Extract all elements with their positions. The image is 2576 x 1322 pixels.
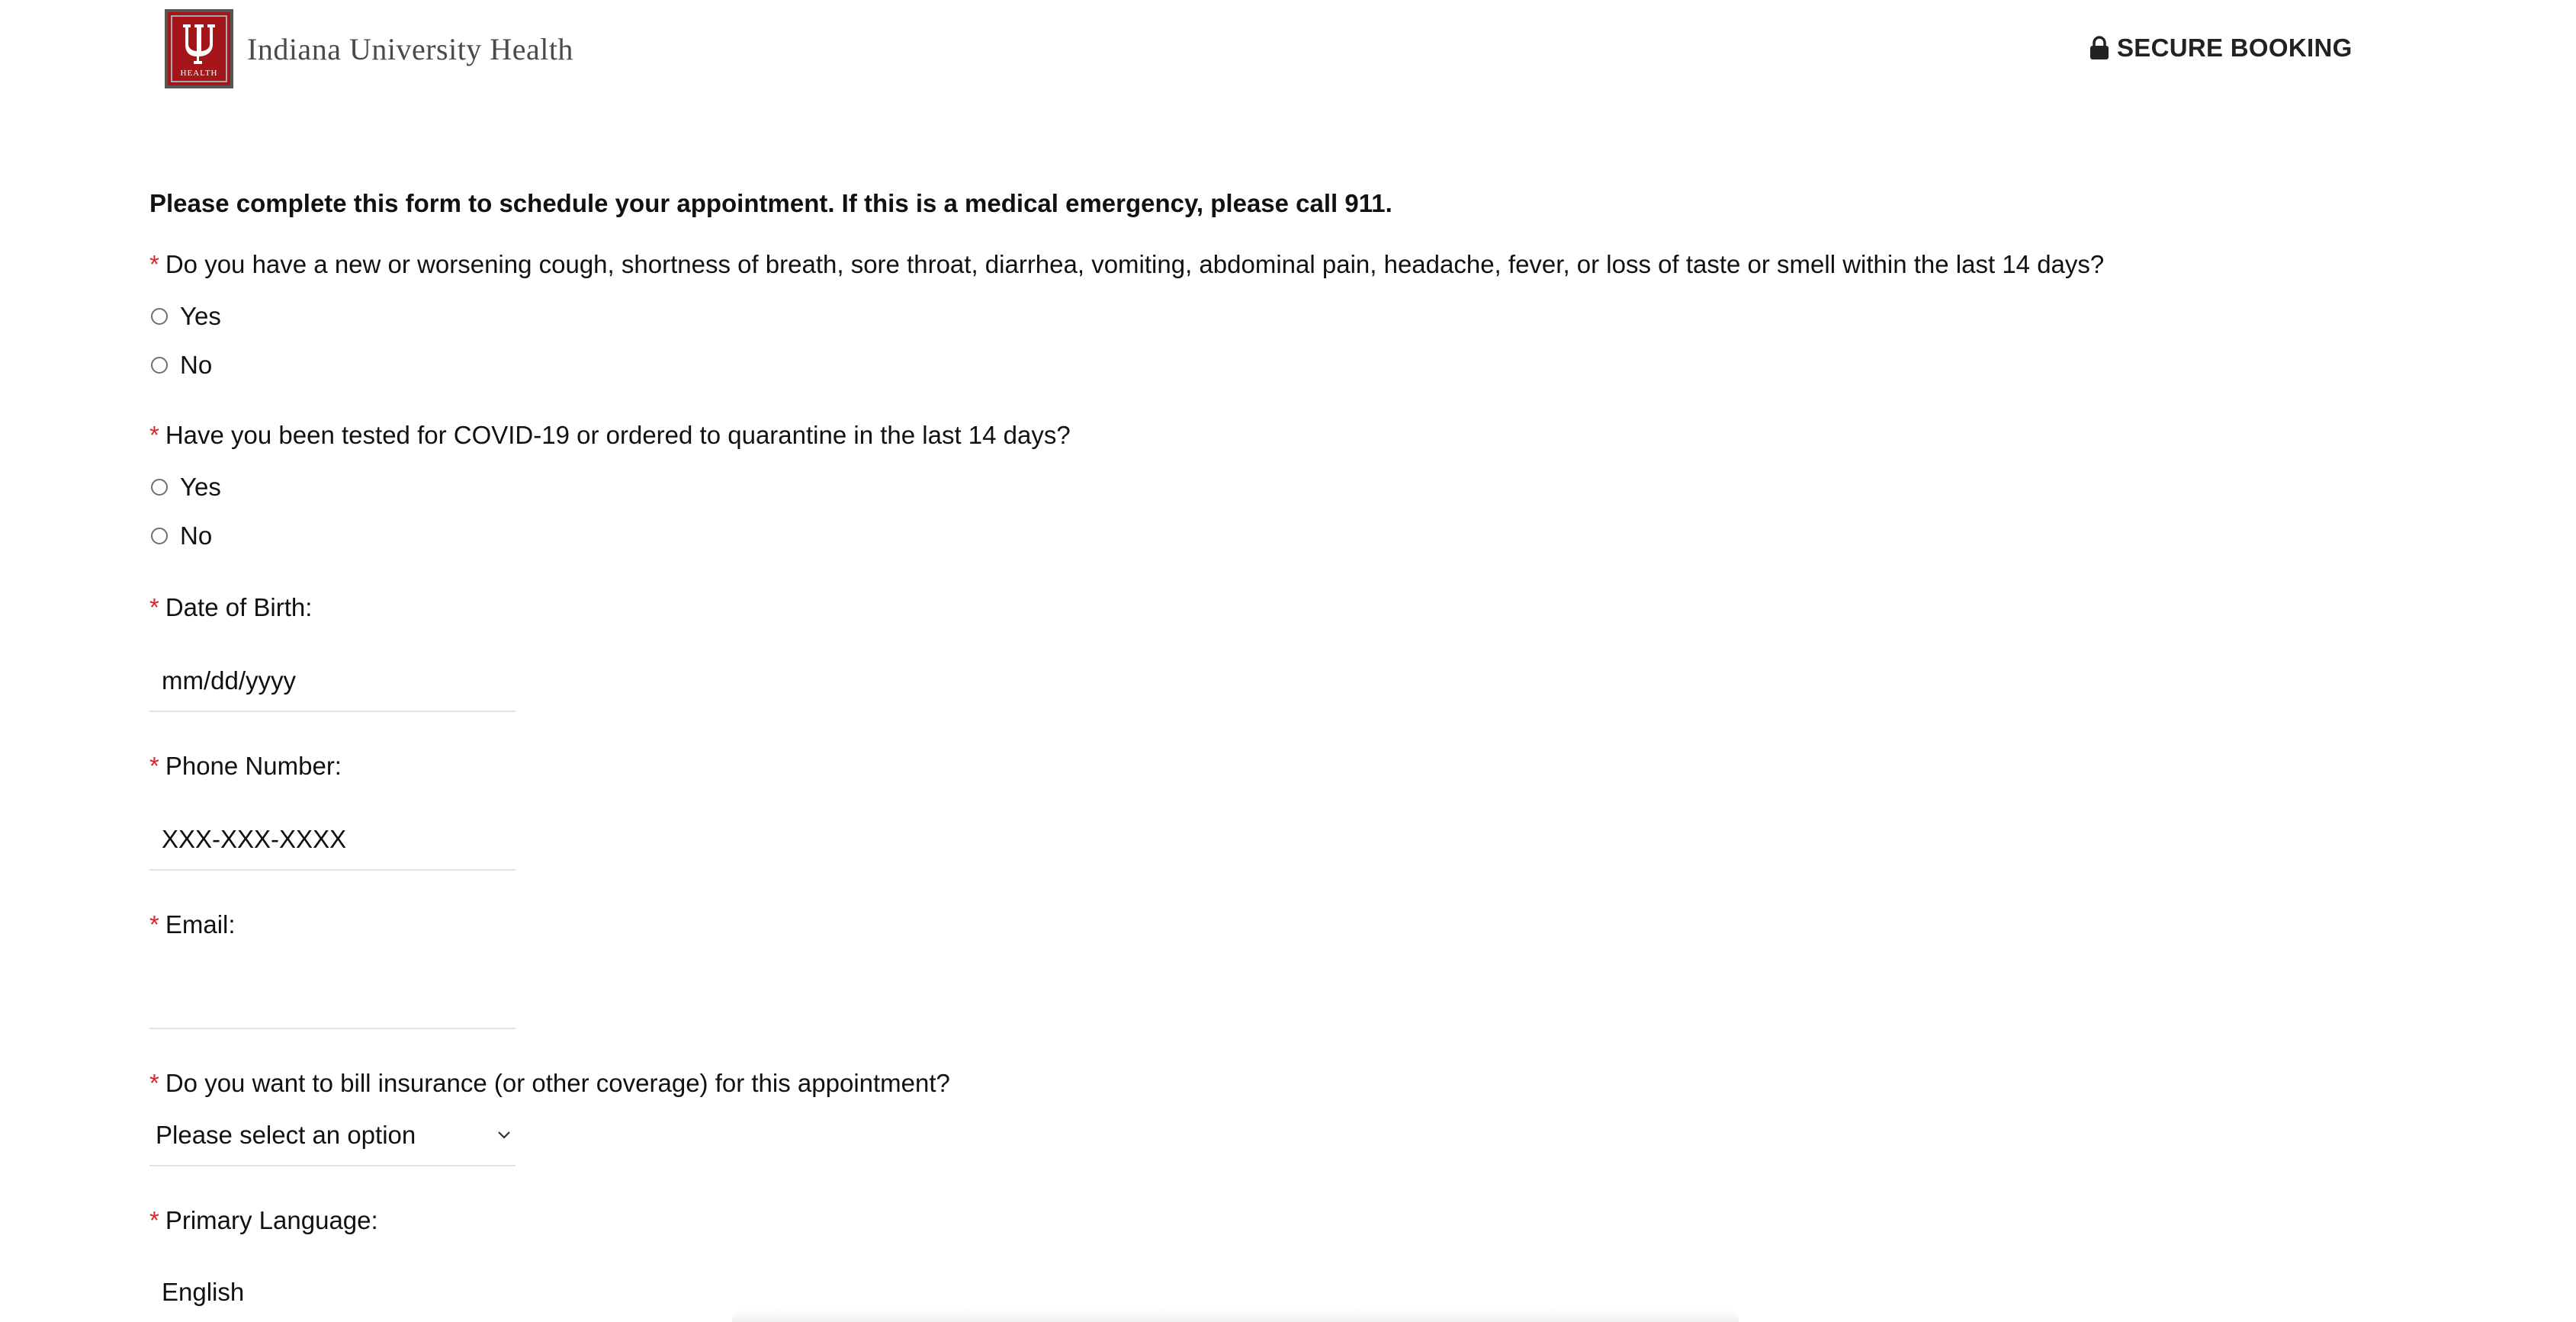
insurance-question [149, 1069, 950, 1098]
tested-no-option[interactable] [149, 521, 212, 550]
form-intro: Please complete this form to schedule your appointment. If this is a medical emergency, please call 911. [149, 189, 1392, 217]
language-label-text: Primary Language: [165, 1206, 378, 1234]
symptoms-no-radio[interactable] [151, 357, 168, 374]
symptoms-question-text: Do you have a new or worsening cough, shortness of breath, sore throat, diarrhea, vomiting, abdominal pain, headache, fever, or loss of taste or smell within the last 14 days? [165, 250, 2105, 278]
iu-health-logo[interactable] [165, 9, 573, 88]
dob-input[interactable] [149, 651, 516, 712]
phone-label-text: Phone Number: [165, 752, 342, 780]
symptoms-no-option[interactable] [149, 351, 212, 380]
language-label [149, 1206, 378, 1235]
dob-placeholder: mm/dd/yyyy [162, 666, 297, 695]
required-marker: * [149, 250, 159, 278]
logo-text: Indiana University Health [247, 31, 573, 66]
email-label [149, 910, 236, 939]
email-input[interactable] [149, 968, 516, 1029]
tested-yes-label: Yes [180, 473, 221, 501]
language-value: English [162, 1278, 245, 1306]
phone-label [149, 752, 342, 781]
required-marker: * [149, 1069, 159, 1097]
iu-trident-icon [165, 9, 233, 88]
logo-mark-text: HEALTH [180, 69, 218, 78]
chevron-down-icon [497, 1131, 511, 1140]
required-marker: * [149, 1206, 159, 1234]
tested-question [149, 421, 1071, 450]
insurance-select[interactable] [149, 1105, 516, 1166]
bottom-panel-shadow [732, 1308, 1739, 1322]
tested-no-radio[interactable] [151, 528, 168, 544]
tested-no-label: No [180, 521, 213, 550]
phone-placeholder: XXX-XXX-XXXX [162, 825, 347, 853]
language-input[interactable] [149, 1266, 516, 1319]
insurance-question-text: Do you want to bill insurance (or other coverage) for this appointment? [165, 1069, 950, 1097]
tested-yes-radio[interactable] [151, 479, 168, 496]
email-label-text: Email: [165, 910, 236, 939]
required-marker: * [149, 752, 159, 780]
tested-yes-option[interactable] [149, 473, 221, 502]
secure-booking-badge [2089, 34, 2353, 63]
dob-label [149, 593, 312, 622]
symptoms-yes-radio[interactable] [151, 308, 168, 325]
symptoms-yes-option[interactable] [149, 302, 221, 331]
required-marker: * [149, 910, 159, 939]
secure-booking-label: SECURE BOOKING [2117, 34, 2353, 62]
tested-question-text: Have you been tested for COVID-19 or ordered to quarantine in the last 14 days? [165, 421, 1071, 449]
lock-icon [2089, 36, 2109, 60]
symptoms-question [149, 250, 2104, 279]
required-marker: * [149, 593, 159, 621]
required-marker: * [149, 421, 159, 449]
symptoms-no-label: No [180, 351, 213, 379]
symptoms-yes-label: Yes [180, 302, 221, 330]
insurance-selected-value: Please select an option [156, 1121, 416, 1149]
phone-input[interactable] [149, 810, 516, 871]
dob-label-text: Date of Birth: [165, 593, 313, 621]
